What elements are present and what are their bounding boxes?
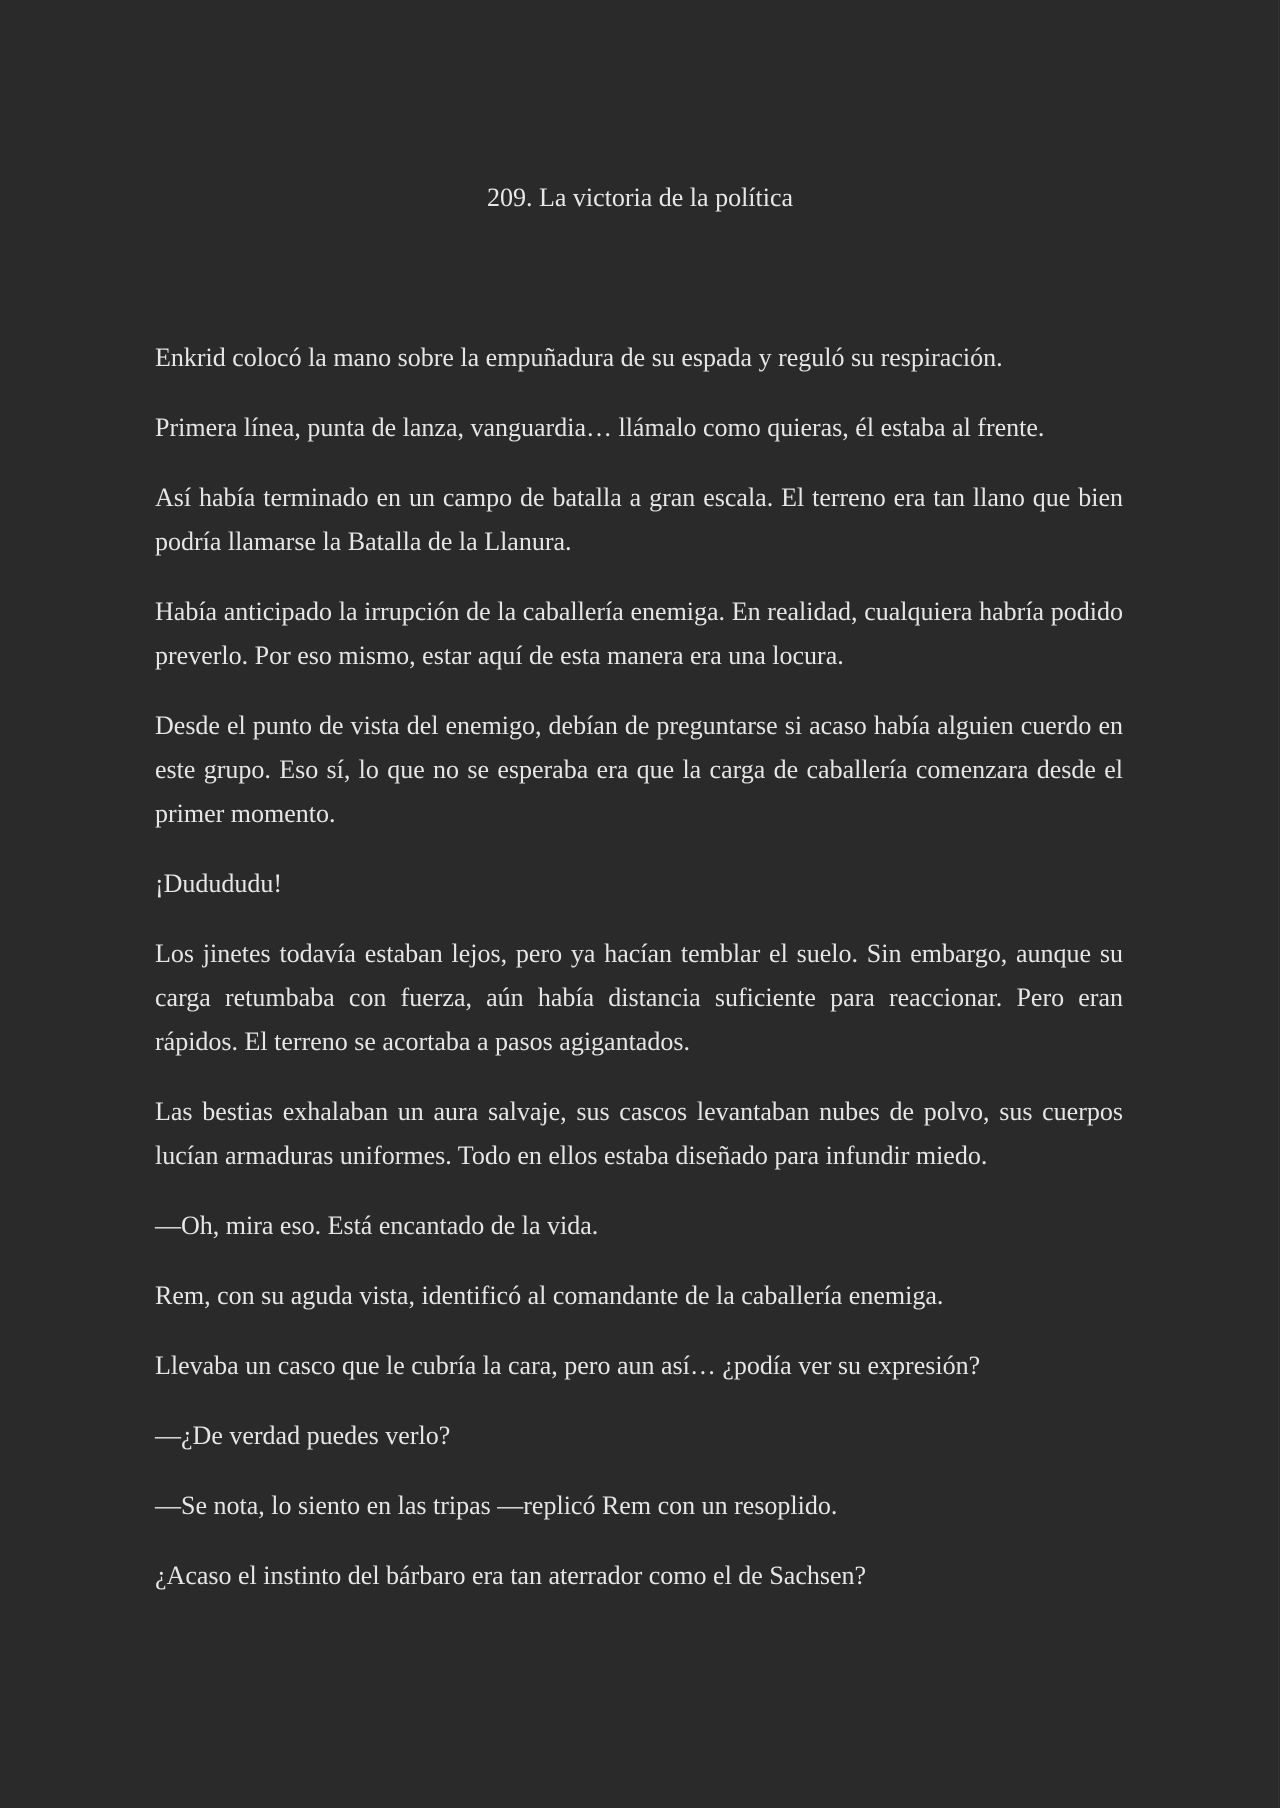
paragraph: ¿Acaso el instinto del bárbaro era tan aterrador como el de Sachsen? (155, 1561, 867, 1590)
dialogue-paragraph: —Oh, mira eso. Está encantado de la vida. (155, 1211, 599, 1240)
dialogue-paragraph: —¿De verdad puedes verlo? (155, 1421, 451, 1450)
chapter-title: 209. La victoria de la política (486, 183, 794, 212)
dialogue-paragraph: —Se nota, lo siento en las tripas —replicó Rem con un resoplido. (155, 1491, 838, 1520)
paragraph: Enkrid colocó la mano sobre la empuñadura de su espada y reguló su respiración. (155, 343, 1003, 372)
paragraph: Los jinetes todavía estaban lejos, pero ya hacían temblar el suelo. Sin embargo, aunque su carga retumbaba con fuerza, aún había distancia suficiente para reaccionar. Pero eran rápidos. El terreno se acortaba a pasos agigantados. (155, 939, 1123, 1056)
paragraph: Desde el punto de vista del enemigo, debían de preguntarse si acaso había alguien cuerdo en este grupo. Eso sí, lo que no se esperaba era que la carga de caballería comenzara desde el primer momento. (155, 711, 1123, 828)
paragraph: ¡Dudududu! (155, 869, 283, 898)
window-edge-divider (1278, 0, 1279, 1808)
paragraph: Así había terminado en un campo de batalla a gran escala. El terreno era tan llano que bien podría llamarse la Batalla de la Llanura. (155, 483, 1123, 556)
paragraph: Primera línea, punta de lanza, vanguardia… llámalo como quieras, él estaba al frente. (155, 413, 1045, 442)
paragraph: Rem, con su aguda vista, identificó al comandante de la caballería enemiga. (155, 1281, 944, 1310)
paragraph: Las bestias exhalaban un aura salvaje, sus cascos levantaban nubes de polvo, sus cuerpos lucían armaduras uniformes. Todo en ellos estaba diseñado para infundir miedo. (155, 1097, 1123, 1170)
chapter-body (155, 336, 1123, 1624)
paragraph: Había anticipado la irrupción de la caballería enemiga. En realidad, cualquiera habría podido preverlo. Por eso mismo, estar aquí de esta manera era una locura. (155, 597, 1123, 670)
paragraph: Llevaba un casco que le cubría la cara, pero aun así… ¿podía ver su expresión? (155, 1351, 981, 1380)
